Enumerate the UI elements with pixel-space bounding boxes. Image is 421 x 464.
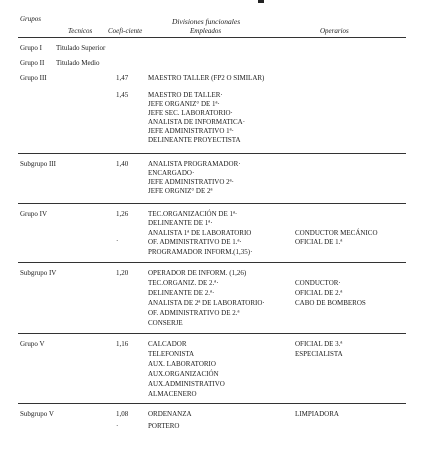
coeficiente-value: 1,08 <box>116 410 129 418</box>
empleado-item: MAESTRO TALLER (FP2 O SIMILAR) <box>148 74 265 82</box>
coeficiente-value: 1,16 <box>116 340 129 348</box>
coeficiente-value: 1,45 <box>116 91 129 99</box>
empleado-item: AUX.ADMINISTRATIVO <box>148 380 225 388</box>
header-operarios: Operarios <box>320 27 349 35</box>
operario-item: OFICIAL DE 1.ª <box>295 238 343 246</box>
header-divisiones: Divisiones funcionales <box>172 17 241 26</box>
section-rule <box>18 333 406 334</box>
operario-item: CONDUCTOR· <box>295 279 341 287</box>
operario-item: ESPECIALISTA <box>295 350 343 358</box>
empleado-item: CONSERJE <box>148 319 183 327</box>
header-empleados: Empleados <box>190 27 222 35</box>
empleado-item: AUX. LABORATORIO <box>148 360 216 368</box>
group-label: Subgrupo III <box>20 160 56 168</box>
operario-item: CABO DE BOMBEROS <box>295 299 366 307</box>
tecnicos-value: Titulado Superior <box>56 44 106 52</box>
empleado-item: JEFE ADMINISTRATIVO 1ª· <box>148 127 234 135</box>
empleado-item: OF. ADMINISTRATIVO DE 1.ª· <box>148 238 242 246</box>
group-label: Grupo IV <box>20 210 48 218</box>
operario-item: CONDUCTOR MECÁNICO <box>295 229 378 237</box>
group-label: Grupo III <box>20 74 47 82</box>
empleado-item: JEFE ORGNIZ° DE 2ª <box>148 187 213 195</box>
group-label: Grupo V <box>20 340 45 348</box>
empleado-item: ENCARGADO· <box>148 169 195 177</box>
empleado-item: DELINEANTE PROYECTISTA <box>148 136 241 144</box>
coeficiente-value: 1,47 <box>116 74 129 82</box>
empleado-item: DELINEANTE DE 1ª· <box>148 219 213 227</box>
group-label: Grupo II <box>20 59 45 67</box>
group-label: Subgrupo IV <box>20 269 57 277</box>
empleado-item: AUX.ORGANIZACIÓN <box>148 370 219 378</box>
header-rule <box>18 37 406 38</box>
empleado-item: JEFE ORGANIZ° DE 1ª· <box>148 100 220 108</box>
empleado-item: ANALISTA DE INFORMATICA· <box>148 118 246 126</box>
empleado-item: OPERADOR DE INFORM. (1,26) <box>148 269 247 277</box>
empleado-item: ANALISTA 1ª DE LABORATORIO <box>148 229 252 237</box>
operario-item: OFICIAL DE 2.ª <box>295 289 343 297</box>
header-coeficiente: Coefi-ciente <box>108 27 143 35</box>
group-label: Subgrupo V <box>20 410 54 418</box>
coeficiente-value: 1,20 <box>116 269 129 277</box>
empleado-item: ORDENANZA <box>148 410 192 418</box>
header-grupos: Grupos <box>20 15 42 23</box>
coeficiente-value: 1,26 <box>116 210 129 218</box>
empleado-item: JEFE ADMINISTRATIVO 2ª· <box>148 178 234 186</box>
section-rule <box>18 403 406 404</box>
coeficiente-mark: · <box>116 237 119 245</box>
empleado-item: ANALISTA PROGRAMADOR· <box>148 160 241 168</box>
empleado-item: MAESTRO DE TALLER· <box>148 91 223 99</box>
operario-item: OFICIAL DE 3.ª <box>295 340 343 348</box>
coeficiente-mark: · <box>116 422 119 430</box>
empleado-item: PROGRAMADOR INFORM.(1,35)· <box>148 248 253 256</box>
group-label: Grupo I <box>20 44 42 52</box>
empleado-item: OF. ADMINISTRATIVO DE 2.ª <box>148 309 240 317</box>
coeficiente-value: 1,40 <box>116 160 129 168</box>
empleado-item: PORTERO <box>148 422 180 430</box>
header-tecnicos: Tecnicos <box>68 27 93 35</box>
operario-item: LIMPIADORA <box>295 410 339 418</box>
empleado-item: ANALISTA DE 2ª DE LABORATORIO· <box>148 299 265 307</box>
empleado-item: TEC.ORGANIZACIÓN DE 1ª· <box>148 210 238 218</box>
empleado-item: TELEFONISTA <box>148 350 195 358</box>
empleado-item: CALCADOR <box>148 340 187 348</box>
top-mark <box>258 0 264 3</box>
section-rule <box>18 153 406 154</box>
empleado-item: JEFE SEC. LABORATORIO· <box>148 109 233 117</box>
section-rule <box>18 262 406 263</box>
empleado-item: DELINEANTE DE 2.ª· <box>148 289 215 297</box>
empleado-item: TEC.ORGANIZ. DE 2.ª· <box>148 279 219 287</box>
tecnicos-value: Titulado Medio <box>56 59 100 67</box>
empleado-item: ALMACENERO <box>148 390 197 398</box>
section-rule <box>18 203 406 204</box>
